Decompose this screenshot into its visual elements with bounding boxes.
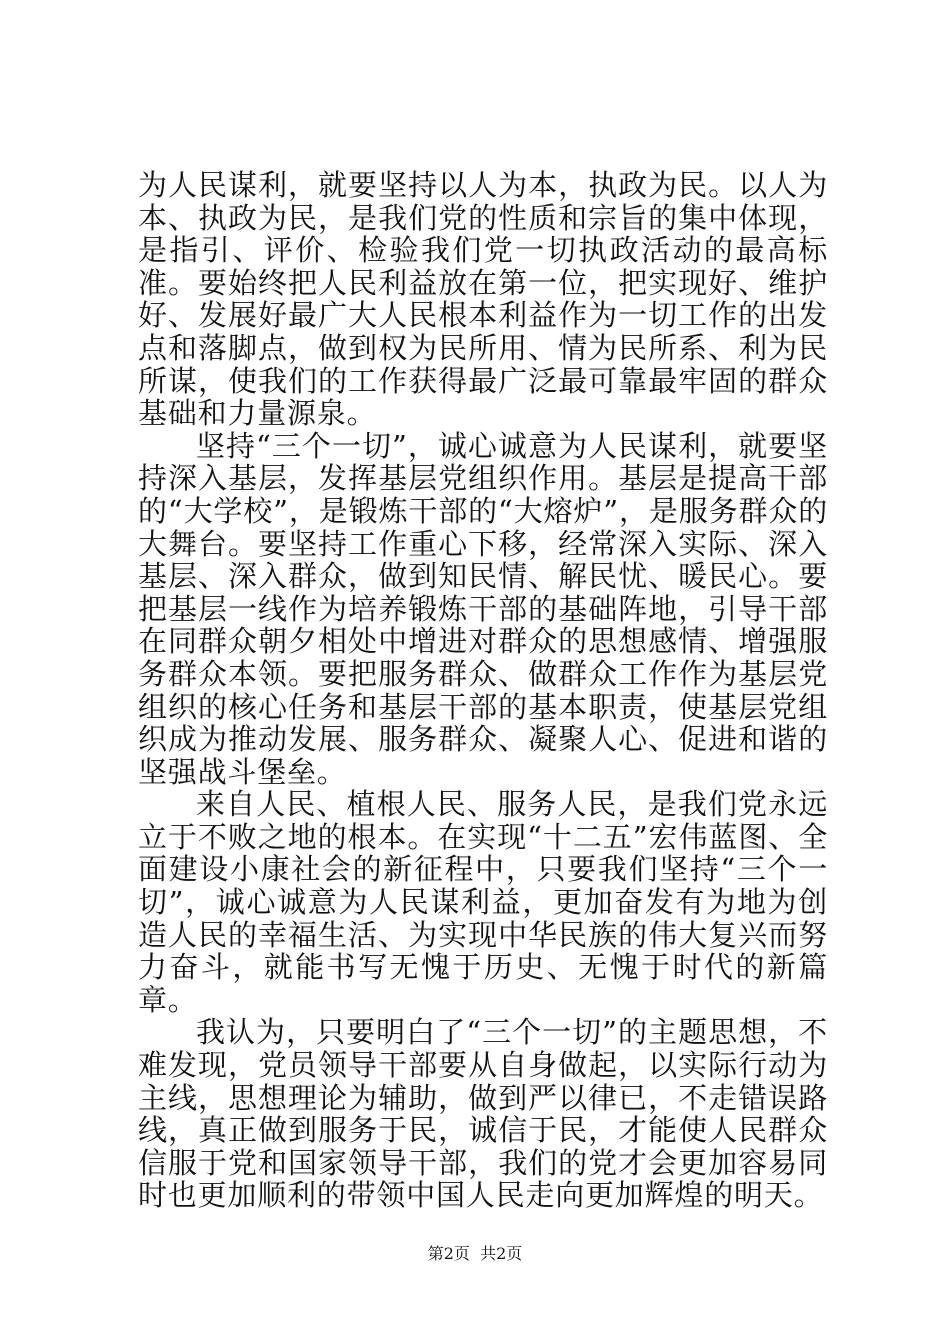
page-number-label: 第2页 共2页 <box>427 1244 523 1263</box>
paragraph-2: 坚持“三个一切”，诚心诚意为人民谋利，就要坚持深入基层，发挥基层党组织作用。基层是提高干部的“大学校”，是锻炼干部的“大熔炉”，是服务群众的大舞台。要坚持工作重心下移，经常深入实际、深入基层、深入群众，做到知民情、解民忧、暖民心。要把基层一线作为培养锻炼干部的基础阵地，引导干部在同群众朝夕相处中增进对群众的思想感情、增强服务群众本领。要把服务群众、做群众工作作为基层党组织的核心任务和基层干部的基本职责，使基层党组织成为推动发展、服务群众、凝聚人心、促进和谐的坚强战斗堡垒。 <box>138 428 828 789</box>
paragraph-4: 我认为，只要明白了“三个一切”的主题思想，不难发现，党员领导干部要从自身做起，以实际行动为主线，思想理论为辅助，做到严以律已，不走错误路线，真正做到服务于民，诚信于民，才能使人民群众信服于党和国家领导干部，我们的党才会更加容易同时也更加顺利的带领中国人民走向更加辉煌的明天。 <box>138 1015 828 1213</box>
paragraph-1: 为人民谋利，就要坚持以人为本，执政为民。以人为本、执政为民，是我们党的性质和宗旨的集中体现，是指引、评价、检验我们党一切执政活动的最高标准。要始终把人民利益放在第一位，把实现好、维护好、发展好最广大人民根本利益作为一切工作的出发点和落脚点，做到权为民所用、情为民所系、利为民所谋，使我们的工作获得最广泛最可靠最牢固的群众基础和力量源泉。 <box>138 168 828 431</box>
paragraph-3: 来自人民、植根人民、服务人民，是我们党永远立于不败之地的根本。在实现“十二五”宏伟蓝图、全面建设小康社会的新征程中，只要我们坚持“三个一切”，诚心诚意为人民谋利益，更加奋发有为地为创造人民的幸福生活、为实现中华民族的伟大复兴而努力奋斗，就能书写无愧于历史、无愧于时代的新篇章。 <box>138 787 828 1017</box>
document-body <box>138 169 828 1212</box>
page-footer <box>0 1244 950 1264</box>
